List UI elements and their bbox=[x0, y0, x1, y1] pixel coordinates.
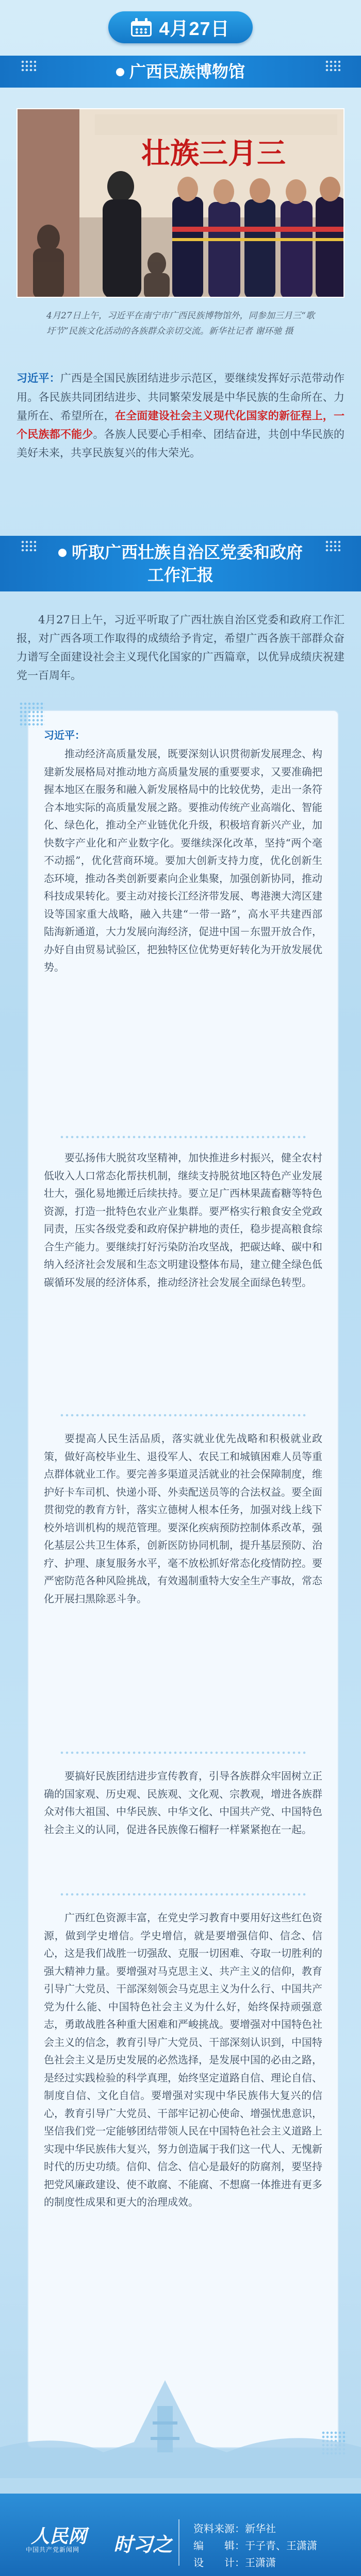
people-daily-logo: 人民网 bbox=[31, 2526, 87, 2547]
banner-text: 壮族三月三 bbox=[141, 137, 286, 171]
report-intro: 4月27日上午，习近平听取了广西壮族自治区党委和政府工作汇报，对广西各项工作取得的成绩给予肯定，希望广西各族干部群众奋力谱写全面建设社会主义现代化国家的广西篇章，以优异成绩庆祝建党一百周年。 bbox=[17, 614, 344, 682]
bronze-drum-tower-decoration bbox=[0, 2370, 361, 2478]
bullet-icon bbox=[116, 68, 124, 76]
dot-pattern-decoration bbox=[19, 702, 45, 727]
date-badge bbox=[108, 11, 253, 43]
footer-editor: 编 辑：于子青、王潇潇 bbox=[193, 2540, 317, 2552]
dotted-separator bbox=[59, 1891, 307, 1898]
footer-source: 资料来源：新华社 bbox=[193, 2523, 276, 2535]
news-photo bbox=[17, 108, 344, 298]
dotted-separator bbox=[59, 1749, 307, 1756]
article-paragraph-livelihood: 要提高人民生活品质，落实就业优先战略和积极就业政策，做好高校毕业生、退役军人、农民工和城镇困难人员等重点群体就业工作。要完善多渠道灵活就业的社会保障制度，维护好卡车司机、快递小哥、外卖配送员等的合法权益。要全面贯彻党的教育方针，落实立德树人根本任务，加强对线上线下校外培训机构的规范管理。要深化疾病预防控制体系改革，强化基层公共卫生体系，创新医防协同机制，提升基层预防、治疗、护理、康复服务水平，毫不放松抓好常态化疫情防控。要严密防范各种风险挑战，有效遏制重特大安全生产事故，常态化开展扫黑除恶斗争。 bbox=[44, 1432, 322, 1605]
quote-block-museum bbox=[17, 369, 344, 462]
speaker-label: 习近平： bbox=[44, 730, 85, 741]
quote-highlight: 在全面建设社会主义现代化国家的新征程上，一个民族都不能少 bbox=[17, 409, 345, 440]
article-paragraph-rural: 要弘扬伟大脱贫攻坚精神，加快推进乡村振兴，健全农村低收入人口常态化帮扶机制，继续支持脱贫地区特色产业发展壮大，强化易地搬迁后续扶持。要立足广西林果蔬畜糖等特色资源，打造一批特色农业产业集群。要严格实行粮食安全党政同责，压实各级党委和政府保护耕地的责任，稳步提高粮食综合生产能力。要继续打好污染防治攻坚战，把碳达峰、碳中和纳入经济社会发展和生态文明建设整体布局，建立健全绿色低碳循环发展的经济体系，推动经济社会发展全面绿色转型。 bbox=[44, 1151, 322, 1289]
article-paragraph-unity: 要搞好民族团结进步宣传教育，引导各族群众牢固树立正确的国家观、历史观、民族观、文化观、宗教观，增进各族群众对伟大祖国、中华民族、中华文化、中国共产党、中国特色社会主义的认同，促进各民族像石榴籽一样紧紧抱在一起。 bbox=[44, 1770, 322, 1836]
section-header-museum bbox=[0, 56, 361, 88]
footer-divider bbox=[178, 2519, 179, 2566]
date-label: 4月27日 bbox=[159, 18, 230, 39]
footer-bar bbox=[0, 2494, 361, 2576]
shixizhi-logo: 时习之 bbox=[113, 2534, 173, 2556]
section-header-report bbox=[0, 536, 361, 591]
section-title-museum: 广西民族博物馆 bbox=[129, 62, 245, 81]
footer-designer: 设 计：王潇潇 bbox=[193, 2557, 276, 2569]
quote-text-part1: 广西是全国民族团结进步示范区，要继续发挥好示范带动作用。各民族共同团结进步、共同繁荣发展是中华民族的生命所在、力量所在、希望所在， bbox=[17, 372, 344, 422]
speaker-label: 习近平： bbox=[17, 372, 60, 384]
article-paragraph-history: 广西红色资源丰富，在党史学习教育中要用好这些红色资源，做到学史增信。学史增信，就是要增强信仰、信念、信心，这是我们战胜一切强敌、克服一切困难、夺取一切胜利的强大精神力量。要增强对马克思主义、共产主义的信仰，教育引导广大党员、干部深刻领会马克思主义为什么行、中国共产党为什么能、中国特色社会主义为什么好，始终保持顽强意志，勇敢战胜各种重大困难和严峻挑战。要增强对中国特色社会主义的信念，教育引导广大党员、干部深刻认识到，中国特色社会主义是历史发展的必然选择，是发展中国的必由之路，是经过实践检验的科学真理，始终坚定道路自信、理论自信、制度自信、文化自信。要增强对实现中华民族伟大复兴的信心，教育引导广大党员、干部牢记初心使命、增强忧患意识，坚信我们党一定能够团结带领人民在中国特色社会主义道路上实现中华民族伟大复兴，努力创造属于我们这一代人、无愧新时代的历史功绩。信仰、信念、信心是最好的防腐剂，要坚持把党风廉政建设、使不敢腐、不能腐、不想腐一体推进有更多的制度性成果和更大的治理成效。 bbox=[44, 1911, 322, 2208]
cpc-news-logo: 中国共产党新闻网 bbox=[26, 2546, 80, 2553]
dotted-separator bbox=[59, 1412, 307, 1419]
section-title-line1: 听取广西壮族自治区党委和政府 bbox=[71, 543, 303, 562]
article-card bbox=[28, 711, 338, 2447]
bullet-icon bbox=[58, 549, 67, 557]
article-paragraph-economy: 推动经济高质量发展，既要深刻认识贯彻新发展理念、构建新发展格局对推动地方高质量发展的重要要求，又要准确把握本地区在服务和融入新发展格局中的比较优势，走出一条符合本地实际的高质量发展之路。要推动传统产业高端化、智能化、绿色化，推动全产业链优化升级，积极培育新兴产业，加快数字产业化和产业数字化。要继续深化改革，坚持“两个毫不动摇”，优化营商环境。要加大创新支持力度，优化创新生态环境，推动各类创新要素向企业集聚，加强创新协同，推动科技成果转化。要主动对接长江经济带发展、粤港澳大湾区建设等国家重大战略，融入共建“一带一路”，高水平共建西部陆海新通道，大力发展向海经济，促进中国－东盟开放合作，办好自由贸易试验区，把独特区位优势更好转化为开放发展优势。 bbox=[44, 748, 322, 973]
quote-text-part2: 。各族人民要心手相牵、团结奋进，共创中华民族的美好未来，共享民族复兴的伟大荣光。 bbox=[17, 428, 345, 459]
section-title-line2: 工作汇报 bbox=[147, 566, 214, 584]
calendar-icon bbox=[131, 18, 152, 37]
photo-caption: 4月27日上午，习近平在南宁市广西民族博物馆外，同参加三月三“歌圩节”民族文化活动的各族群众亲切交流。新华社记者 谢环驰 摄 bbox=[46, 311, 315, 336]
article-paragraph-1 bbox=[44, 726, 322, 745]
dotted-separator bbox=[59, 1133, 307, 1141]
